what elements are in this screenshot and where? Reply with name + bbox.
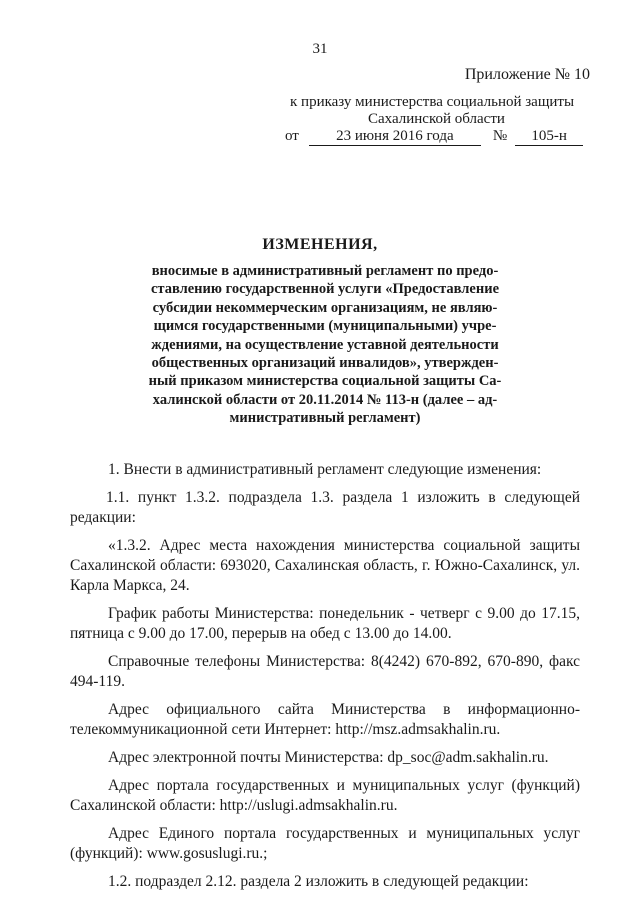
subtitle-line: халинской области от 20.11.2014 № 113-н (далее – ад- bbox=[152, 391, 498, 408]
subtitle-line: ный приказом министерства социальной защиты Са- bbox=[148, 373, 502, 390]
order-number-label: № bbox=[492, 128, 508, 144]
subtitle-line: ждениями, на осуществление уставной деятельности bbox=[151, 336, 499, 353]
body-paragraph: Адрес электронной почты Министерства: dp_soc@adm.sakhalin.ru. bbox=[108, 749, 549, 766]
body-paragraph: 1. Внести в административный регламент следующие изменения: bbox=[108, 461, 542, 478]
appendix-label: Приложение № 10 bbox=[464, 66, 590, 83]
body-paragraph: «1.3.2. Адрес места нахождения министерства социальной защиты Сахалинской области: 693020, Сахалинская область, г. Южно-Сахалинск, ул. Карла Маркса, 24. bbox=[70, 537, 580, 594]
body-paragraph: Адрес портала государственных и муниципальных услуг (функций) Сахалинской области: http://uslugi.admsakhalin.ru. bbox=[70, 777, 580, 814]
body-paragraph: Адрес Единого портала государственных и муниципальных услуг (функций): www.gosuslugi.ru.; bbox=[70, 825, 580, 862]
subtitle-line: вносимые в административный регламент по предо- bbox=[151, 263, 499, 279]
subtitle-line: общественных организаций инвалидов», утвержден- bbox=[151, 355, 499, 372]
order-date: 23 июня 2016 года bbox=[309, 128, 481, 146]
order-number: 105-н bbox=[515, 128, 583, 146]
order-from-label: от bbox=[285, 128, 299, 144]
subtitle-line: министративный регламент) bbox=[229, 410, 421, 427]
document-title: ИЗМЕНЕНИЯ, bbox=[262, 236, 378, 253]
body-paragraph: 1.2. подраздел 2.12. раздела 2 изложить в следующей редакции: bbox=[108, 873, 529, 890]
body-paragraph: Адрес официального сайта Министерства в информационно-телекоммуникационной сети Интернет: http://msz.admsakhalin.ru. bbox=[70, 701, 580, 738]
order-line-1: к приказу министерства социальной защиты bbox=[290, 94, 575, 110]
document-subtitle bbox=[135, 262, 515, 428]
order-date-line bbox=[285, 128, 583, 146]
document-body bbox=[70, 460, 580, 900]
body-paragraph: График работы Министерства: понедельник - четверг с 9.00 до 17.15, пятница с 9.00 до 17.00, перерыв на обед с 13.00 до 14.00. bbox=[70, 605, 580, 642]
order-line-2: Сахалинской области bbox=[368, 111, 505, 127]
body-paragraph: Справочные телефоны Министерства: 8(4242) 670-892, 670-890, факс 494-119. bbox=[70, 653, 580, 690]
subtitle-line: субсидии некоммерческим организациям, не являю- bbox=[152, 299, 498, 316]
body-paragraph: 1.1. пункт 1.3.2. подраздела 1.3. раздела 1 изложить в следующей редакции: bbox=[70, 489, 580, 526]
page-number: 31 bbox=[312, 41, 328, 57]
subtitle-line: ставлению государственной услуги «Предоставление bbox=[150, 281, 500, 298]
subtitle-line: щимся государственными (муниципальными) учре- bbox=[153, 318, 497, 335]
